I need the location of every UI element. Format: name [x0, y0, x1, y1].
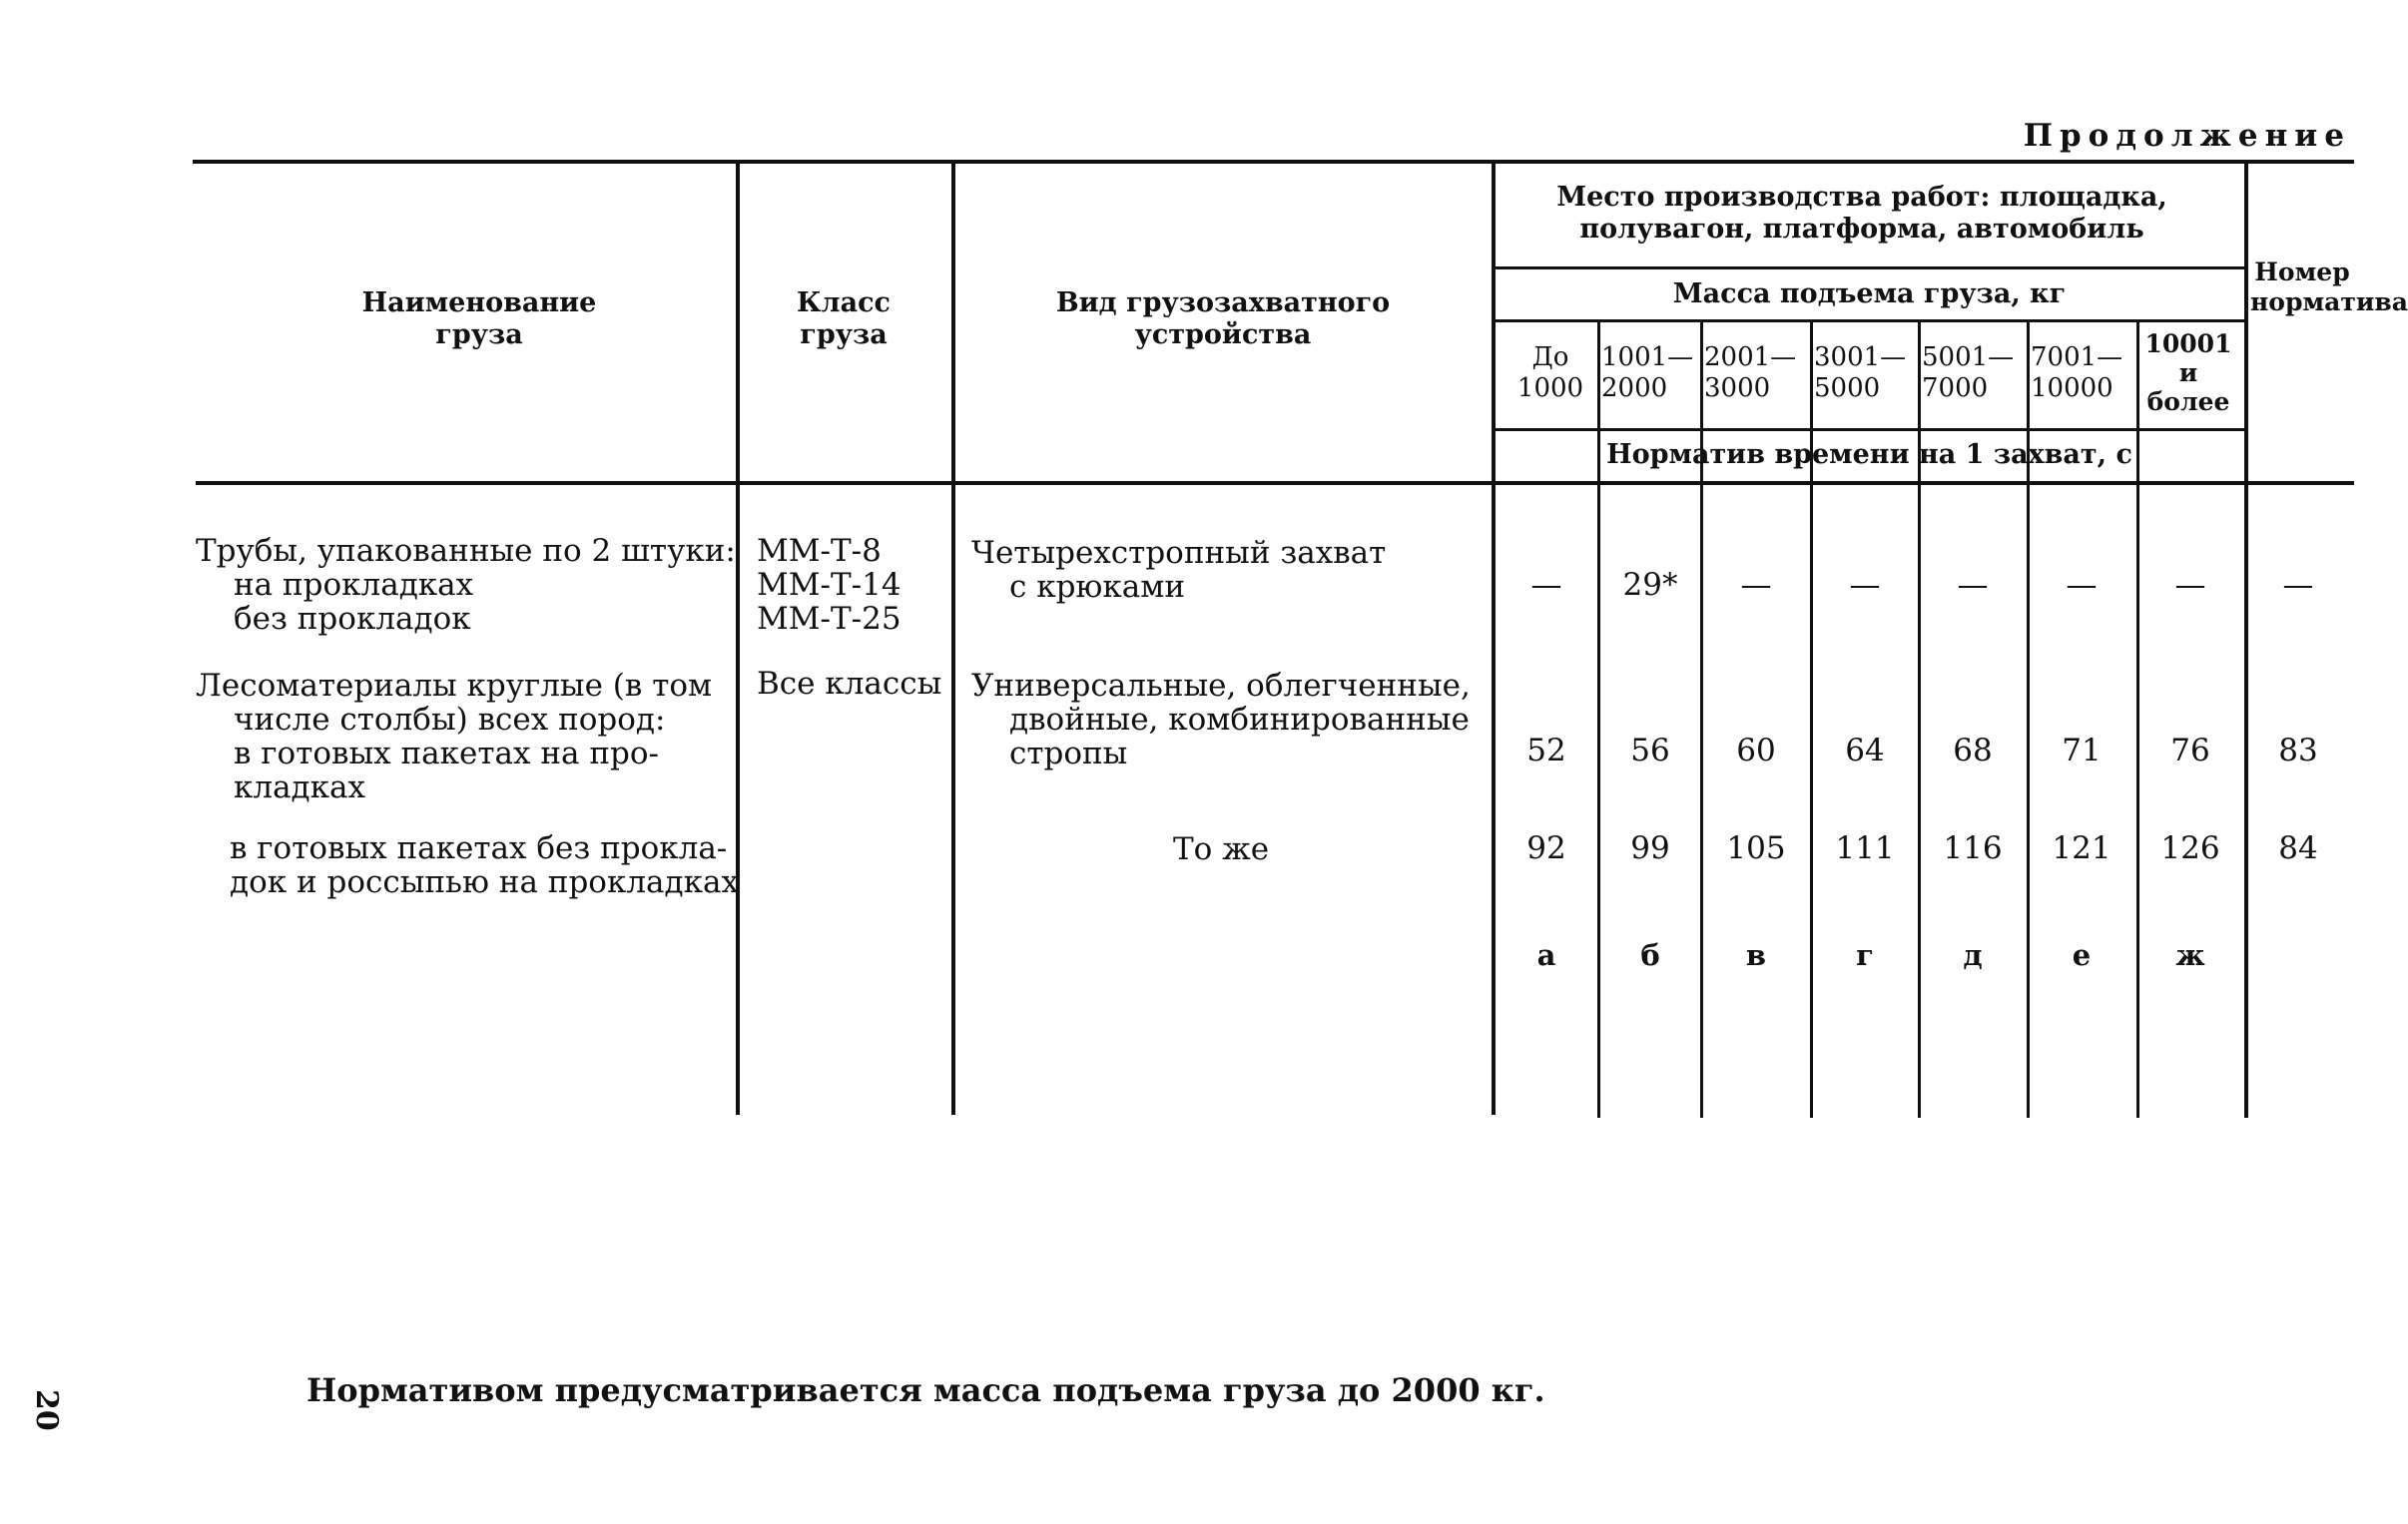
column-letter-v: в [1745, 938, 1767, 972]
row2-cargo-3: в готовых пакетах на про- [234, 736, 659, 771]
header-workplace: Место производства работ: площадка, полувагон, платформа, автомобиль [1556, 182, 2167, 245]
row1-cargo-sub1: на прокладках [234, 567, 474, 603]
row3-value-1: 92 [1526, 830, 1566, 866]
footnote: Нормативом предусматривается масса подъема груза до 2000 кг. [306, 1371, 1545, 1409]
mass-rule [1495, 319, 2245, 322]
row1-class-1: ММ-Т-8 [757, 533, 882, 569]
header-cargo-name: Наименование груза [361, 287, 597, 350]
header-mass: Масса подъема груза, кг [1672, 278, 2067, 309]
row2-cargo-2: числе столбы) всех пород: [234, 702, 666, 738]
row2-value-6: 71 [2062, 733, 2102, 768]
range-rule [1495, 428, 2245, 431]
row3-norm: 84 [2278, 830, 2318, 866]
row2-value-2: 56 [1630, 733, 1670, 768]
column-letter-b: б [1640, 938, 1660, 972]
row2-value-1: 52 [1526, 733, 1566, 768]
row2-class-1: Все классы [757, 666, 942, 702]
row1-value-6: — [2066, 567, 2098, 603]
col-divider-10 [2244, 160, 2248, 1118]
row2-norm: 83 [2278, 733, 2318, 768]
row2-device-2: двойные, комбинированные [1009, 702, 1470, 738]
row2-cargo-1: Лесоматериалы круглые (в том [196, 668, 713, 704]
row2-value-7: 76 [2170, 733, 2210, 768]
row1-class-2: ММ-Т-14 [757, 567, 902, 603]
row1-value-1: — [1530, 567, 1562, 603]
row3-value-2: 99 [1630, 830, 1670, 866]
header-device-type: Вид грузозахватного устройства [1055, 287, 1391, 350]
row1-value-7: — [2174, 567, 2206, 603]
row3-value-7: 126 [2160, 830, 2220, 866]
row1-value-3: — [1740, 567, 1772, 603]
row1-device-2: с крюками [1009, 569, 1186, 605]
col-divider-3 [1492, 160, 1496, 1115]
header-cargo-class: Класс груза [797, 287, 891, 350]
row1-value-5: — [1957, 567, 1989, 603]
mass-range-7: 10001 и более [2144, 329, 2232, 416]
table-top-rule [193, 160, 2354, 164]
col-divider-1 [736, 160, 740, 1115]
column-letter-d: д [1963, 938, 1983, 972]
column-letter-e: е [2072, 938, 2092, 972]
mass-range-4: 3001—5000 [1814, 342, 1907, 403]
row3-value-5: 116 [1943, 830, 2003, 866]
row2-value-4: 64 [1845, 733, 1885, 768]
row2-device-3: стропы [1009, 736, 1128, 771]
row2-device-1: Универсальные, облегченные, [971, 668, 1471, 704]
col-divider-2 [951, 160, 955, 1115]
row2-value-5: 68 [1953, 733, 1993, 768]
continuation-label: Продолжение [2023, 118, 2351, 154]
row1-value-2: 29* [1622, 567, 1678, 603]
page-number: 20 [29, 1389, 64, 1431]
row1-cargo-title: Трубы, упакованные по 2 штуки: [196, 533, 736, 569]
row1-class-3: ММ-Т-25 [757, 601, 902, 637]
mass-range-2: 1001—2000 [1601, 342, 1694, 403]
row2-value-3: 60 [1736, 733, 1776, 768]
row1-cargo-sub2: без прокладок [234, 601, 471, 637]
mass-range-6: 7001—10000 [2031, 342, 2123, 403]
header-bottom-rule [196, 481, 2354, 485]
workplace-rule [1495, 266, 2245, 269]
column-letter-g: г [1856, 938, 1874, 972]
row2-cargo-4: кладках [234, 769, 365, 805]
column-letter-a: а [1536, 938, 1556, 972]
column-letter-zh: ж [2175, 938, 2205, 972]
row1-norm: — [2282, 567, 2314, 603]
row3-value-6: 121 [2052, 830, 2111, 866]
mass-range-1: До 1000 [1516, 342, 1584, 403]
row3-cargo-2: док и россыпью на прокладках [230, 864, 739, 900]
mass-range-3: 2001—3000 [1704, 342, 1797, 403]
row1-value-4: — [1849, 567, 1881, 603]
header-time-norm: Норматив времени на 1 захват, с [1606, 439, 2132, 470]
mass-range-5: 5001—7000 [1922, 342, 2015, 403]
row1-device-1: Четырехстропный захват [971, 535, 1387, 571]
row3-value-3: 105 [1726, 830, 1786, 866]
row3-cargo-1: в готовых пакетах без прокла- [230, 830, 728, 866]
row3-value-4: 111 [1835, 830, 1895, 866]
header-norm-number: Номер нормативa [2250, 257, 2408, 316]
row3-device-1: То же [1173, 831, 1270, 867]
